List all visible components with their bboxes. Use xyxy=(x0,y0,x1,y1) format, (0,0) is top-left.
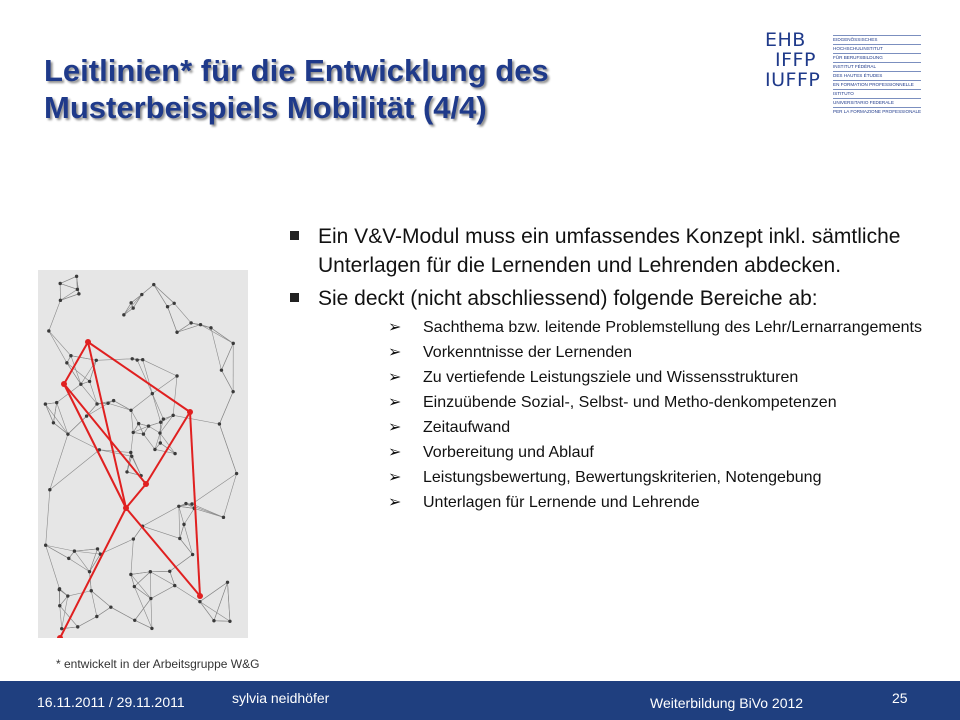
network-node xyxy=(79,383,82,386)
network-node xyxy=(47,329,50,332)
arrow-bullet-icon: ➢ xyxy=(388,444,402,461)
network-node xyxy=(231,390,234,393)
network-edge xyxy=(111,607,135,620)
network-node xyxy=(159,421,162,424)
network-edge xyxy=(200,582,228,601)
network-node xyxy=(135,358,138,361)
square-bullet-icon xyxy=(290,293,299,302)
subitem xyxy=(388,492,930,513)
arrow-bullet-icon: ➢ xyxy=(388,319,402,336)
subitem xyxy=(388,417,930,438)
network-highlight-edge xyxy=(126,508,200,596)
network-node xyxy=(96,547,99,550)
network-edge xyxy=(142,285,154,295)
network-node xyxy=(58,282,61,285)
network-node xyxy=(133,585,136,588)
network-node xyxy=(173,452,176,455)
network-highlight-edge xyxy=(146,412,190,484)
subitem xyxy=(388,467,930,488)
network-node xyxy=(133,619,136,622)
network-node xyxy=(88,570,91,573)
network-edge xyxy=(152,394,163,419)
network-edge xyxy=(214,621,230,622)
network-node xyxy=(131,306,134,309)
network-edge xyxy=(135,620,152,628)
network-node xyxy=(66,432,69,435)
network-node xyxy=(149,570,152,573)
network-node xyxy=(184,502,187,505)
arrow-bullet-icon: ➢ xyxy=(388,469,402,486)
network-node xyxy=(112,399,115,402)
square-bullet-icon xyxy=(290,231,299,240)
network-node xyxy=(132,537,135,540)
network-edge xyxy=(131,295,142,303)
network-node xyxy=(88,380,91,383)
network-edge xyxy=(81,384,97,404)
network-edge xyxy=(219,392,233,424)
logo-line: EN FORMATION PROFESSIONNELLE xyxy=(833,80,921,87)
subitem xyxy=(388,442,930,463)
network-node xyxy=(73,549,76,552)
network-edge xyxy=(143,360,153,394)
network-node xyxy=(142,432,145,435)
network-node xyxy=(152,283,155,286)
arrow-bullet-icon: ➢ xyxy=(388,419,402,436)
network-edge xyxy=(155,433,160,449)
network-edge xyxy=(78,616,97,626)
network-edge xyxy=(97,607,111,616)
network-edge xyxy=(200,602,214,621)
network-edge xyxy=(60,276,76,283)
network-highlight-node xyxy=(187,409,193,415)
logo-line: PER LA FORMAZIONE PROFESSIONALE xyxy=(833,109,921,114)
network-node xyxy=(228,620,231,623)
subitem-text: Einzuübende Sozial-, Selbst- und Metho-denkompetenzen xyxy=(423,394,837,411)
network-edge xyxy=(143,526,180,538)
network-node xyxy=(58,604,61,607)
bullet-item xyxy=(290,222,930,280)
network-node xyxy=(198,600,201,603)
network-node xyxy=(190,502,193,505)
network-edge xyxy=(133,295,142,309)
network-edge xyxy=(143,360,177,376)
subitem xyxy=(388,392,930,413)
network-edge xyxy=(228,582,230,621)
network-edge xyxy=(139,424,144,434)
network-node xyxy=(222,516,225,519)
subitem-text: Leistungsbewertung, Bewertungskriterien, Notengebung xyxy=(423,469,822,486)
network-graph-svg xyxy=(38,270,248,638)
network-node xyxy=(77,292,80,295)
network-edge xyxy=(124,295,142,315)
network-node xyxy=(147,424,150,427)
title-line-2: Musterbeispiels Mobilität (4/4) xyxy=(44,90,487,125)
network-edge xyxy=(180,538,193,554)
network-node xyxy=(199,323,202,326)
subitem xyxy=(388,342,930,363)
network-edge xyxy=(131,539,133,574)
network-edge xyxy=(131,394,152,411)
logo-line: ISTITUTO xyxy=(833,89,921,96)
network-highlight-path xyxy=(57,339,203,638)
network-node xyxy=(129,409,132,412)
network-node xyxy=(212,619,215,622)
network-node xyxy=(67,557,70,560)
logo-line: INSTITUT FÉDÉRAL xyxy=(833,62,921,69)
arrow-bullet-icon: ➢ xyxy=(388,394,402,411)
network-node xyxy=(76,288,79,291)
network-node xyxy=(129,451,132,454)
network-node xyxy=(44,402,47,405)
network-edge xyxy=(221,370,233,392)
network-edge xyxy=(53,403,56,423)
network-node xyxy=(60,627,63,630)
network-node xyxy=(58,588,61,591)
network-edge xyxy=(143,506,179,526)
network-node xyxy=(177,505,180,508)
footer-bar xyxy=(0,681,960,720)
network-edge xyxy=(143,434,155,449)
network-edge xyxy=(68,591,91,596)
network-node xyxy=(158,431,161,434)
network-edge xyxy=(179,506,180,538)
logo-letters-iffp: IFFP xyxy=(775,49,816,71)
footer-date: 16.11.2011 / 29.11.2011 xyxy=(37,694,185,710)
network-edge xyxy=(69,558,90,571)
ehb-iffp-iuffp-logo xyxy=(765,29,925,114)
network-node xyxy=(65,361,68,364)
network-node xyxy=(168,570,171,573)
network-node xyxy=(173,584,176,587)
network-edge xyxy=(175,586,200,602)
network-edge xyxy=(45,404,68,434)
network-edge xyxy=(60,606,62,629)
network-node xyxy=(140,293,143,296)
network-edge xyxy=(124,303,131,315)
arrow-bullet-icon: ➢ xyxy=(388,344,402,361)
network-edge xyxy=(152,376,177,394)
network-edge xyxy=(152,394,160,423)
subitem-text: Zu vertiefende Leistungsziele und Wissensstrukturen xyxy=(423,369,799,386)
network-edge xyxy=(99,450,131,456)
network-edge xyxy=(150,572,151,599)
network-highlight-edge xyxy=(88,342,190,412)
network-node xyxy=(171,414,174,417)
network-edge xyxy=(46,545,75,551)
network-edge xyxy=(173,376,177,415)
network-node xyxy=(218,422,221,425)
network-node xyxy=(175,374,178,377)
subitem xyxy=(388,317,930,338)
network-node xyxy=(159,441,162,444)
network-node xyxy=(90,589,93,592)
footer-event: Weiterbildung BiVo 2012 xyxy=(650,695,804,711)
network-edge xyxy=(168,307,177,332)
network-node xyxy=(69,354,72,357)
network-node xyxy=(150,627,153,630)
network-edge xyxy=(223,474,236,518)
network-edge xyxy=(150,572,174,586)
network-node xyxy=(172,302,175,305)
network-edge xyxy=(49,331,67,363)
slide-title xyxy=(44,52,704,126)
network-node xyxy=(48,488,51,491)
network-node xyxy=(149,597,152,600)
arrow-bullet-icon: ➢ xyxy=(388,369,402,386)
network-edge xyxy=(49,331,71,356)
network-edge xyxy=(177,325,200,333)
network-edge xyxy=(50,434,68,490)
network-edge xyxy=(131,432,133,452)
slide-content xyxy=(290,222,930,517)
network-edge xyxy=(133,526,142,539)
network-highlight-node xyxy=(85,339,91,345)
network-node xyxy=(66,594,69,597)
network-highlight-node xyxy=(61,381,67,387)
network-edge xyxy=(108,403,131,410)
bullet-item xyxy=(290,284,930,313)
logo-letters-iuffp: IUFFP xyxy=(765,69,821,91)
network-node xyxy=(44,544,47,547)
network-node xyxy=(232,342,235,345)
network-node xyxy=(178,537,181,540)
network-node xyxy=(131,357,134,360)
network-node xyxy=(182,523,185,526)
network-node xyxy=(132,431,135,434)
network-node xyxy=(95,359,98,362)
network-node xyxy=(151,392,154,395)
page-number: 25 xyxy=(892,690,908,706)
network-edge xyxy=(184,524,193,554)
footer-author: sylvia neidhöfer xyxy=(232,690,330,706)
title-line-1: Leitlinien* für die Entwicklung des xyxy=(44,53,549,88)
network-node xyxy=(153,448,156,451)
network-node xyxy=(162,417,165,420)
network-node xyxy=(129,301,132,304)
subitem-text: Vorkenntnisse der Lernenden xyxy=(423,344,633,361)
network-grey-nodes xyxy=(44,275,239,631)
network-edge xyxy=(60,294,78,301)
network-edge xyxy=(149,426,160,433)
network-edge xyxy=(184,508,194,524)
network-edge xyxy=(135,599,151,621)
network-edge xyxy=(151,586,175,599)
network-edge xyxy=(149,422,161,426)
logo-institution-names xyxy=(833,35,921,116)
subitem xyxy=(388,367,930,388)
network-edge xyxy=(180,524,184,538)
network-node xyxy=(59,299,62,302)
network-graph-image xyxy=(38,270,248,638)
network-edge xyxy=(219,424,236,474)
footnote: * entwickelt in der Arbeitsgruppe W&G xyxy=(56,657,260,671)
subitem-text: Vorbereitung und Ablauf xyxy=(423,444,594,461)
subitem-text: Unterlagen für Lernende und Lehrende xyxy=(423,494,700,511)
network-node xyxy=(125,470,128,473)
network-highlight-node xyxy=(143,481,149,487)
logo-letters xyxy=(765,30,820,90)
network-highlight-edge xyxy=(88,342,126,508)
network-edge xyxy=(179,506,184,524)
network-node xyxy=(129,573,132,576)
network-highlight-edge xyxy=(126,484,146,508)
logo-line: DES HAUTES ÉTUDES xyxy=(833,71,921,78)
network-node xyxy=(106,402,109,405)
network-edge xyxy=(74,549,97,551)
network-highlight-node xyxy=(197,593,203,599)
network-edge xyxy=(151,599,152,629)
logo-line: UNIVERSITARIO FEDERALE xyxy=(833,98,921,105)
network-node xyxy=(122,313,125,316)
network-node xyxy=(52,421,55,424)
network-node xyxy=(55,401,58,404)
arrow-bullet-icon: ➢ xyxy=(388,494,402,511)
network-edge xyxy=(201,325,234,344)
network-node xyxy=(209,326,212,329)
network-edge xyxy=(45,403,56,404)
network-node xyxy=(109,605,112,608)
network-node xyxy=(75,275,78,278)
network-edge xyxy=(60,283,77,289)
network-edge xyxy=(60,289,77,300)
logo-line: FÜR BERUFSBILDUNG xyxy=(833,53,921,60)
network-node xyxy=(189,321,192,324)
subitem-list xyxy=(388,317,930,513)
network-node xyxy=(220,368,223,371)
network-edge xyxy=(99,450,130,453)
logo-line: EIDGENÖSSISCHES xyxy=(833,35,921,42)
network-node xyxy=(95,402,98,405)
network-edge xyxy=(192,474,237,504)
subitem-text: Sachthema bzw. leitende Problemstellung des Lehr/Lernarrangements xyxy=(423,319,922,336)
network-node xyxy=(141,358,144,361)
network-node xyxy=(226,581,229,584)
network-node xyxy=(191,553,194,556)
network-node xyxy=(85,414,88,417)
network-node xyxy=(175,331,178,334)
network-edge xyxy=(186,504,224,518)
network-edge xyxy=(90,381,97,404)
network-edge xyxy=(49,300,61,331)
bullet-text: Ein V&V-Modul muss ein umfassendes Konzept inkl. sämtliche Unterlagen für die Lernenden und Lehrenden abdecken. xyxy=(318,225,901,277)
network-edge xyxy=(100,539,133,554)
bullet-text: Sie deckt (nicht abschliessend) folgende Bereiche ab: xyxy=(318,287,818,310)
network-grey-edges xyxy=(45,276,236,628)
network-edge xyxy=(221,343,233,370)
network-edge xyxy=(174,303,191,323)
network-edge xyxy=(173,415,219,424)
network-node xyxy=(95,615,98,618)
network-node xyxy=(166,305,169,308)
network-highlight-node xyxy=(123,505,129,511)
network-node xyxy=(130,455,133,458)
network-edge xyxy=(177,323,191,332)
network-node xyxy=(76,625,79,628)
network-edge xyxy=(46,490,50,545)
network-node xyxy=(235,472,238,475)
network-node xyxy=(137,422,140,425)
network-edge xyxy=(134,572,150,587)
logo-letters-ehb: EHB xyxy=(765,29,806,51)
subitem-text: Zeitaufwand xyxy=(423,419,511,436)
network-edge xyxy=(50,450,100,490)
network-edge xyxy=(74,551,89,572)
logo-line: HOCHSCHULINSTITUT xyxy=(833,44,921,51)
